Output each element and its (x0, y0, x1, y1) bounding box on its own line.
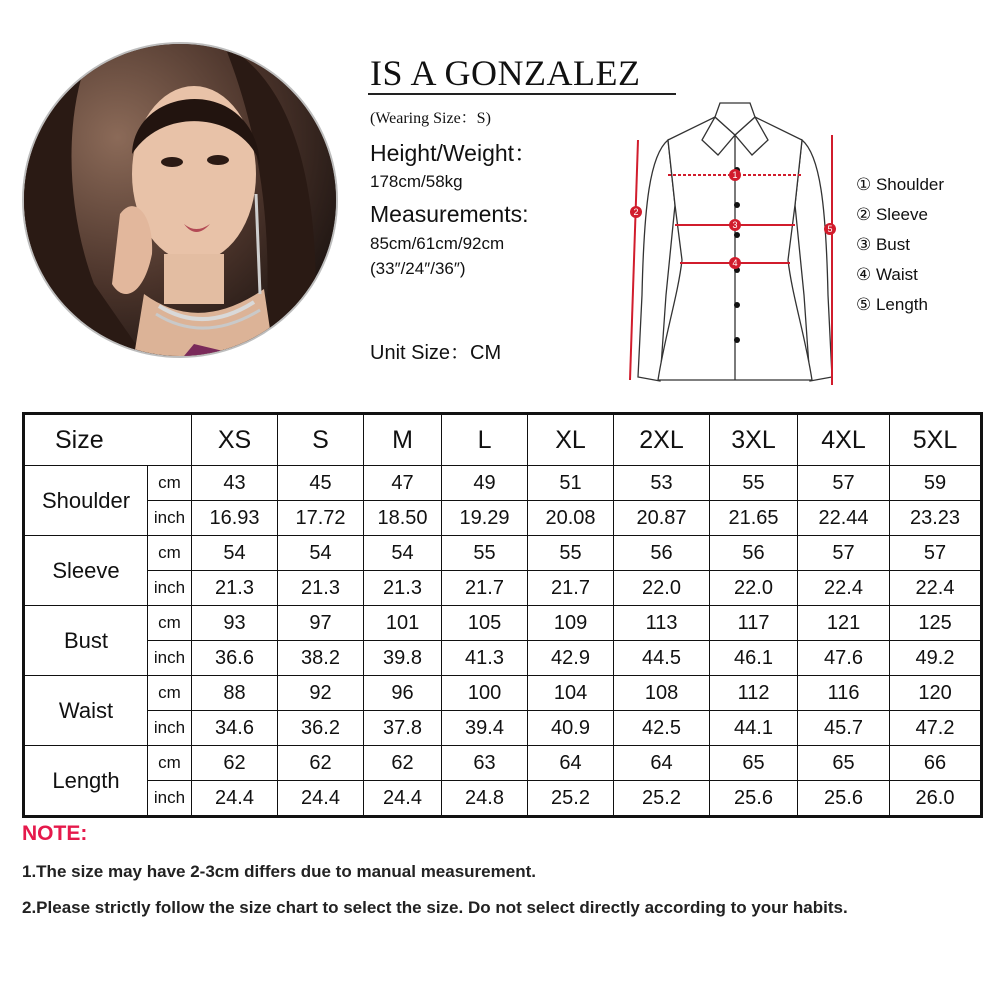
table-cell: 22.4 (890, 571, 982, 606)
table-cell: 56 (710, 536, 798, 571)
legend-sleeve: ② Sleeve (856, 205, 928, 224)
table-cell: 46.1 (710, 641, 798, 676)
table-cell: 121 (798, 606, 890, 641)
table-row (24, 501, 982, 536)
wearing-size: (Wearing Size：S) (370, 110, 491, 127)
row-label-shoulder: Shoulder (24, 466, 148, 536)
table-cell: 22.44 (798, 501, 890, 536)
shirt-diagram (620, 95, 850, 395)
table-cell: 59 (890, 466, 982, 501)
table-cell: 63 (442, 746, 528, 781)
table-cell: 105 (442, 606, 528, 641)
unit-cm: cm (148, 746, 192, 781)
unit-size-value: CM (470, 342, 502, 364)
table-cell: 88 (192, 676, 278, 711)
unit-cm: cm (148, 466, 192, 501)
table-cell: 93 (192, 606, 278, 641)
table-cell: 42.5 (614, 711, 710, 746)
unit-inch: inch (148, 781, 192, 817)
table-cell: 22.0 (710, 571, 798, 606)
table-cell: 21.7 (528, 571, 614, 606)
table-cell: 42.9 (528, 641, 614, 676)
table-cell: 25.2 (614, 781, 710, 817)
header-row (24, 414, 982, 466)
row-label-length: Length (24, 746, 148, 817)
unit-cm: cm (148, 536, 192, 571)
legend-length: ⑤ Length (856, 295, 928, 314)
unit-inch: inch (148, 571, 192, 606)
table-cell: 65 (798, 746, 890, 781)
table-cell: 54 (364, 536, 442, 571)
marker-3: 3 (732, 220, 738, 230)
table-cell: 36.6 (192, 641, 278, 676)
table-row (24, 746, 982, 781)
row-label-sleeve: Sleeve (24, 536, 148, 606)
measurements-inch: (33″/24″/36″) (370, 259, 466, 278)
table-cell: 120 (890, 676, 982, 711)
unit-inch: inch (148, 641, 192, 676)
size-col-4xl: 4XL (798, 414, 890, 466)
size-col-2xl: 2XL (614, 414, 710, 466)
note-title: NOTE: (22, 822, 88, 845)
table-cell: 34.6 (192, 711, 278, 746)
table-cell: 24.4 (364, 781, 442, 817)
table-cell: 113 (614, 606, 710, 641)
table-cell: 55 (710, 466, 798, 501)
table-cell: 19.29 (442, 501, 528, 536)
measurement-legend (856, 170, 944, 320)
marker-5: 5 (827, 224, 833, 234)
table-cell: 45 (278, 466, 364, 501)
size-col-5xl: 5XL (890, 414, 982, 466)
table-cell: 47.2 (890, 711, 982, 746)
unit-inch: inch (148, 711, 192, 746)
unit-size (370, 336, 501, 365)
size-col-3xl: 3XL (710, 414, 798, 466)
height-weight-label: Height/Weight： (370, 140, 538, 166)
table-cell: 24.4 (278, 781, 364, 817)
table-cell: 55 (528, 536, 614, 571)
table-cell: 49 (442, 466, 528, 501)
table-cell: 64 (614, 746, 710, 781)
table-cell: 25.6 (710, 781, 798, 817)
table-cell: 44.5 (614, 641, 710, 676)
row-label-waist: Waist (24, 676, 148, 746)
table-cell: 54 (192, 536, 278, 571)
size-col-s: S (278, 414, 364, 466)
size-col-xs: XS (192, 414, 278, 466)
table-cell: 41.3 (442, 641, 528, 676)
size-chart-table (22, 412, 983, 818)
size-col-xl: XL (528, 414, 614, 466)
table-cell: 24.8 (442, 781, 528, 817)
table-cell: 23.23 (890, 501, 982, 536)
table-cell: 21.7 (442, 571, 528, 606)
measurements-label: Measurements: (370, 201, 529, 227)
unit-cm: cm (148, 606, 192, 641)
table-cell: 62 (278, 746, 364, 781)
table-row (24, 641, 982, 676)
table-cell: 17.72 (278, 501, 364, 536)
table-cell: 66 (890, 746, 982, 781)
table-cell: 108 (614, 676, 710, 711)
table-cell: 37.8 (364, 711, 442, 746)
table-cell: 57 (798, 466, 890, 501)
size-col-m: M (364, 414, 442, 466)
table-cell: 45.7 (798, 711, 890, 746)
table-cell: 64 (528, 746, 614, 781)
table-cell: 65 (710, 746, 798, 781)
table-cell: 109 (528, 606, 614, 641)
model-portrait (22, 42, 338, 358)
table-cell: 117 (710, 606, 798, 641)
table-cell: 21.3 (278, 571, 364, 606)
table-row (24, 606, 982, 641)
table-cell: 20.08 (528, 501, 614, 536)
table-cell: 97 (278, 606, 364, 641)
table-cell: 16.93 (192, 501, 278, 536)
table-cell: 57 (798, 536, 890, 571)
brand-title: IS A GONZALEZ (370, 53, 641, 93)
table-row (24, 781, 982, 817)
table-cell: 56 (614, 536, 710, 571)
table-cell: 18.50 (364, 501, 442, 536)
table-cell: 112 (710, 676, 798, 711)
table-cell: 25.2 (528, 781, 614, 817)
table-cell: 96 (364, 676, 442, 711)
marker-4: 4 (732, 258, 738, 268)
legend-bust: ③ Bust (856, 235, 910, 254)
measurements-cm: 85cm/61cm/92cm (370, 234, 505, 253)
table-row (24, 711, 982, 746)
legend-waist: ④ Waist (856, 265, 918, 284)
table-row (24, 536, 982, 571)
table-cell: 54 (278, 536, 364, 571)
table-cell: 92 (278, 676, 364, 711)
table-cell: 40.9 (528, 711, 614, 746)
size-header: Size (24, 414, 192, 466)
height-weight-value: 178cm/58kg (370, 172, 463, 191)
table-cell: 44.1 (710, 711, 798, 746)
table-cell: 116 (798, 676, 890, 711)
unit-cm: cm (148, 676, 192, 711)
table-row (24, 571, 982, 606)
note-line-2: 2.Please strictly follow the size chart to select the size. Do not select directly according to your habits. (22, 898, 848, 917)
table-cell: 24.4 (192, 781, 278, 817)
marker-2: 2 (633, 207, 639, 217)
table-cell: 104 (528, 676, 614, 711)
marker-1: 1 (732, 170, 738, 180)
table-cell: 53 (614, 466, 710, 501)
table-cell: 125 (890, 606, 982, 641)
table-cell: 47 (364, 466, 442, 501)
table-cell: 101 (364, 606, 442, 641)
table-cell: 22.0 (614, 571, 710, 606)
row-label-bust: Bust (24, 606, 148, 676)
table-cell: 62 (192, 746, 278, 781)
table-cell: 49.2 (890, 641, 982, 676)
table-cell: 43 (192, 466, 278, 501)
table-row (24, 466, 982, 501)
table-cell: 57 (890, 536, 982, 571)
table-cell: 26.0 (890, 781, 982, 817)
table-cell: 100 (442, 676, 528, 711)
table-cell: 21.3 (364, 571, 442, 606)
table-cell: 36.2 (278, 711, 364, 746)
table-cell: 38.2 (278, 641, 364, 676)
table-cell: 25.6 (798, 781, 890, 817)
table-cell: 21.3 (192, 571, 278, 606)
unit-inch: inch (148, 501, 192, 536)
unit-size-label: Unit Size： (370, 342, 471, 364)
table-cell: 20.87 (614, 501, 710, 536)
table-cell: 22.4 (798, 571, 890, 606)
note-line-1: 1.The size may have 2-3cm differs due to manual measurement. (22, 862, 536, 881)
table-cell: 62 (364, 746, 442, 781)
legend-shoulder: ① Shoulder (856, 175, 945, 194)
size-col-l: L (442, 414, 528, 466)
table-cell: 55 (442, 536, 528, 571)
table-cell: 47.6 (798, 641, 890, 676)
table-cell: 39.4 (442, 711, 528, 746)
table-cell: 21.65 (710, 501, 798, 536)
table-row (24, 676, 982, 711)
table-cell: 39.8 (364, 641, 442, 676)
table-cell: 51 (528, 466, 614, 501)
